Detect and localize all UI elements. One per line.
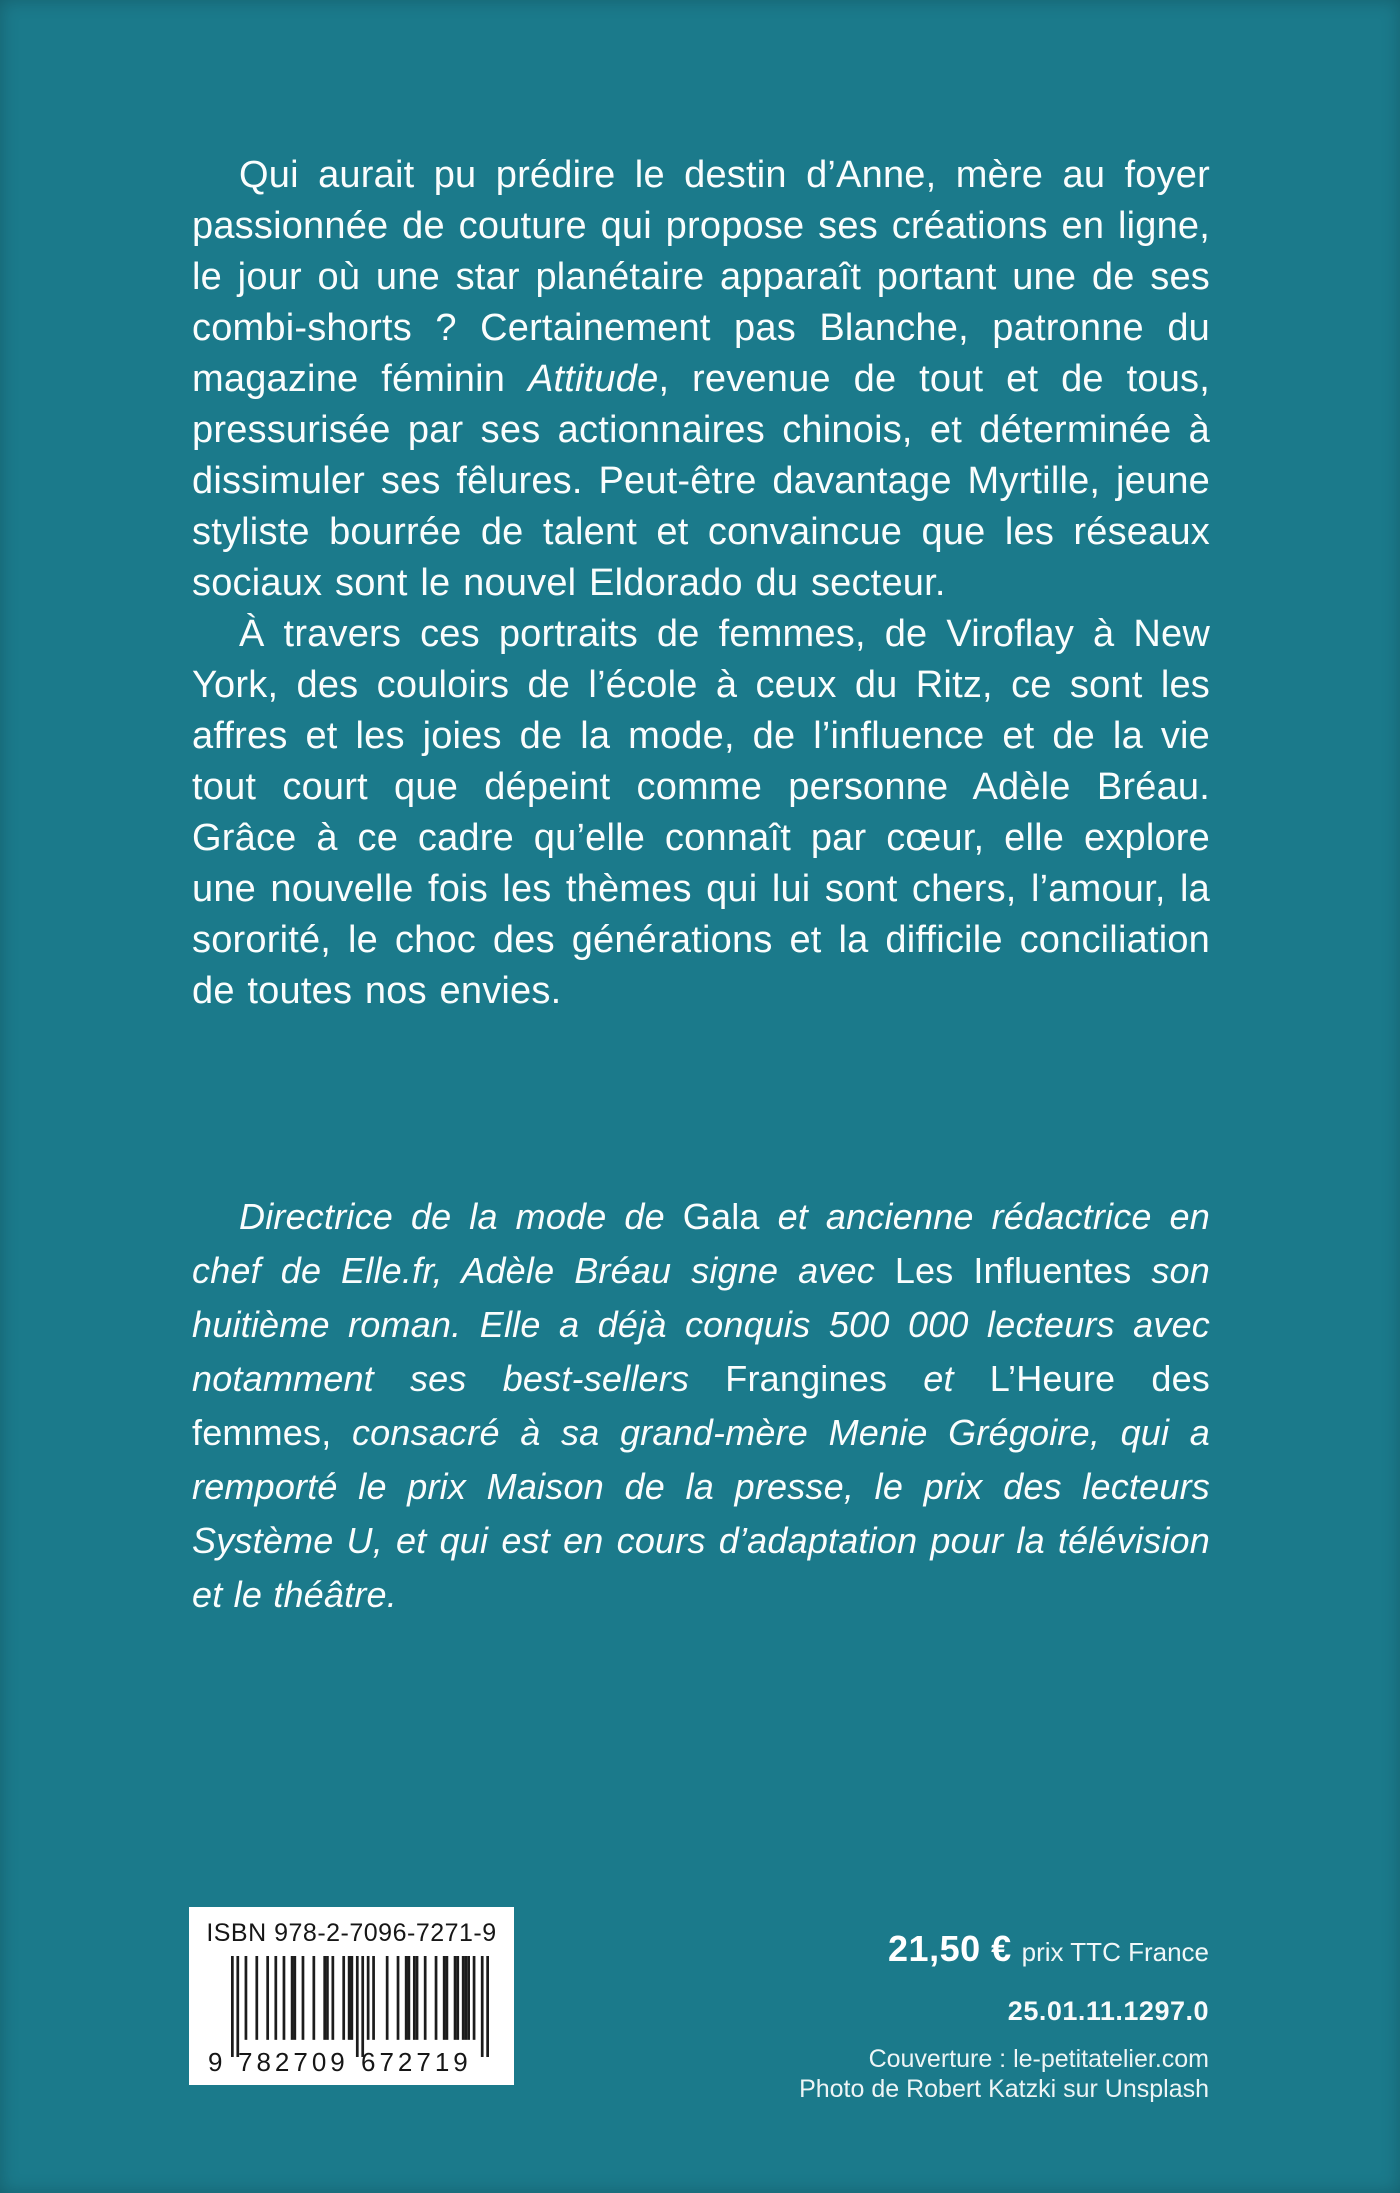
photo-credit: Photo de Robert Katzki sur Unsplash <box>799 2075 1209 2103</box>
isbn-label: ISBN 978-2-7096-7271-9 <box>206 1919 497 1947</box>
credits-block <box>799 2044 1209 2104</box>
italic-text-segment: Directrice de la mode de <box>239 1196 683 1237</box>
price-value: 21,50 € <box>888 1928 1012 1969</box>
cover-credit: Couverture : le-petitatelier.com <box>868 2045 1209 2073</box>
roman-text-segment: Gala <box>682 1196 760 1237</box>
price-note: prix TTC France <box>1021 1937 1209 1967</box>
synopsis-text <box>192 150 1210 1017</box>
author-bio-paragraph <box>192 1190 1210 1622</box>
barcode-digits-right: 672719 <box>361 2047 472 2077</box>
italic-text-segment: son huitième roman. Elle a déjà conquis 500 000 lecteurs avec notamment ses best-sellers <box>192 1250 1210 1399</box>
synopsis-paragraph-2 <box>192 609 1210 1017</box>
price-line <box>888 1928 1209 1978</box>
pricing-block <box>799 1928 1209 2104</box>
italic-text-segment: et ancienne rédactrice en chef de Elle.fr, Adèle Bréau signe avec <box>192 1196 1210 1291</box>
roman-text-segment: À travers ces portraits de femmes, de Viroflay à New York, des couloirs de l’école à ceux du Ritz, ce sont les affres et les joies de la mode, de l’influence et de la vie tout court que dépeint comme personne Adèle Bréau. Grâce à ce cadre qu’elle connaît par cœur, elle explore une nouvelle fois les thèmes qui lui sont chers, l’amour, la sororité, le choc des générations et la difficile conciliation de toutes nos envies. <box>192 613 1210 1012</box>
roman-text-segment: Qui aurait pu prédire le destin d’Anne, mère au foyer passionnée de couture qui propose ses créations en ligne, le jour où une star planétaire apparaît portant une de ses combi-shorts ? Certainement pas Blanche, patronne du magazine féminin <box>192 154 1210 400</box>
barcode-digit-first: 9 <box>208 2047 223 2077</box>
italic-text-segment: Attitude <box>527 358 659 400</box>
roman-text-segment: L’Heure des femmes, <box>192 1358 1211 1453</box>
synopsis-paragraph-1 <box>192 150 1210 609</box>
barcode-digits-left: 782709 <box>238 2047 349 2077</box>
italic-text-segment: et <box>887 1358 990 1399</box>
italic-text-segment: consacré à sa grand-mère Menie Grégoire, qui a remporté le prix Maison de la presse, le prix des lecteurs Système U, et qui est en cours d’adaptation pour la télévision et le théâtre. <box>192 1412 1210 1615</box>
edition-code: 25.01.11.1297.0 <box>1007 1996 1209 2026</box>
ean13-barcode <box>231 1956 489 2057</box>
roman-text-segment: Frangines <box>725 1358 888 1399</box>
author-bio-text <box>192 1190 1210 1622</box>
roman-text-segment: Les Influentes <box>894 1250 1132 1291</box>
roman-text-segment: , revenue de tout et de tous, pressurisée par ses actionnaires chinois, et déterminée à dissimuler ses fêlures. Peut-être davantage Myrtille, jeune styliste bourrée de talent et convaincue que les réseaux sociaux sont le nouvel Eldorado du secteur. <box>192 358 1210 604</box>
